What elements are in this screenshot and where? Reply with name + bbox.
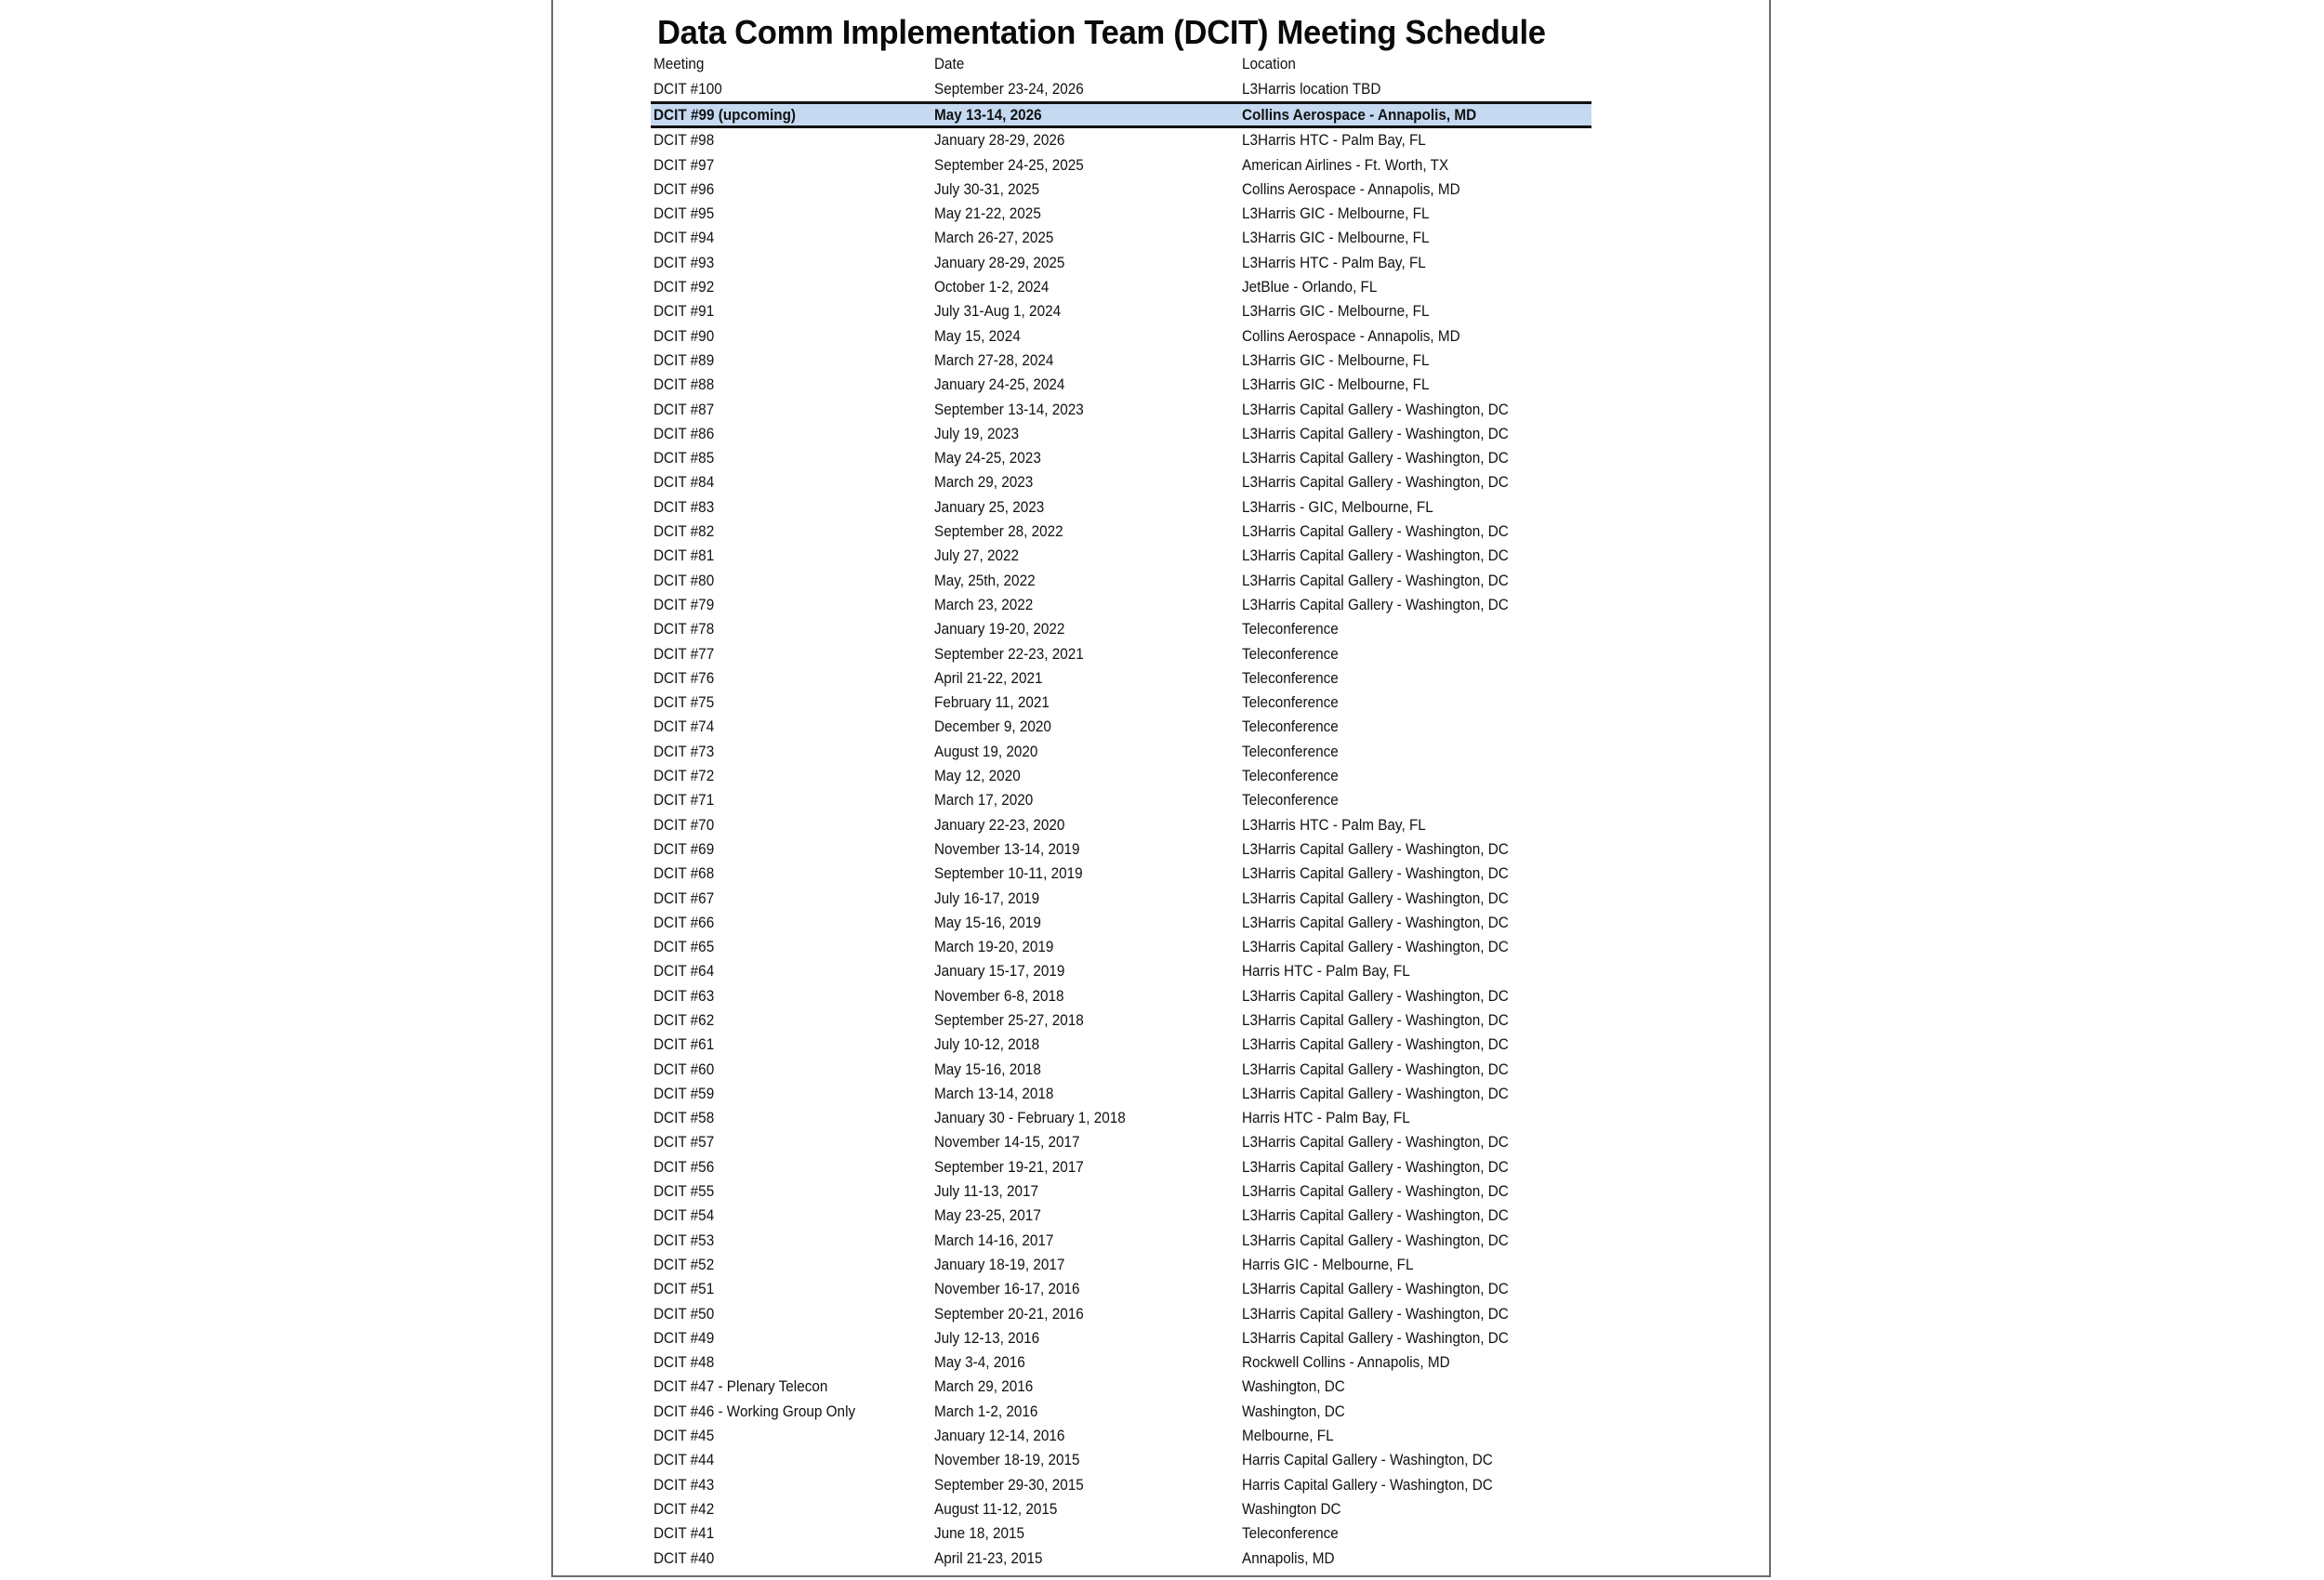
location-cell: Harris HTC - Palm Bay, FL <box>1242 1109 1410 1127</box>
meeting-cell: DCIT #64 <box>654 962 715 981</box>
location-cell: L3Harris Capital Gallery - Washington, DC <box>1242 595 1509 613</box>
meeting-cell: DCIT #53 <box>654 1231 715 1249</box>
meeting-cell: DCIT #56 <box>654 1157 715 1176</box>
table-row <box>651 349 1591 373</box>
table-row <box>651 275 1591 299</box>
location-cell: Teleconference <box>1242 742 1339 760</box>
location-cell: L3Harris Capital Gallery - Washington, DC <box>1242 522 1509 541</box>
date-cell: May 15, 2024 <box>934 326 1021 345</box>
date-cell: January 15-17, 2019 <box>934 962 1065 981</box>
date-cell: November 16-17, 2016 <box>934 1280 1080 1298</box>
meeting-cell: DCIT #73 <box>654 742 715 760</box>
meeting-cell: DCIT #99 (upcoming) <box>654 106 797 125</box>
table-row <box>651 226 1591 250</box>
meeting-cell: DCIT #43 <box>654 1475 715 1494</box>
date-cell: January 28-29, 2025 <box>934 253 1065 271</box>
location-cell: Teleconference <box>1242 791 1339 810</box>
table-row <box>651 691 1591 715</box>
date-cell: January 24-25, 2024 <box>934 375 1065 394</box>
location-cell: Collins Aerospace - Annapolis, MD <box>1242 326 1460 345</box>
date-cell: September 25-27, 2018 <box>934 1010 1084 1029</box>
date-cell: June 18, 2015 <box>934 1524 1024 1543</box>
location-cell: Collins Aerospace - Annapolis, MD <box>1242 179 1460 198</box>
table-row <box>651 1521 1591 1546</box>
location-cell: L3Harris Capital Gallery - Washington, DC <box>1242 1010 1509 1029</box>
location-cell: Harris GIC - Melbourne, FL <box>1242 1255 1414 1273</box>
date-cell: July 19, 2023 <box>934 424 1020 442</box>
table-row <box>651 299 1591 323</box>
location-cell: L3Harris GIC - Melbourne, FL <box>1242 229 1430 247</box>
date-cell: September 28, 2022 <box>934 522 1063 541</box>
location-cell: Teleconference <box>1242 620 1339 639</box>
column-header-location: Location <box>1242 55 1296 72</box>
date-cell: March 29, 2016 <box>934 1377 1034 1396</box>
date-cell: March 29, 2023 <box>934 473 1034 492</box>
date-cell: September 13-14, 2023 <box>934 400 1084 418</box>
location-cell: L3Harris - GIC, Melbourne, FL <box>1242 497 1433 516</box>
date-cell: November 18-19, 2015 <box>934 1451 1080 1469</box>
location-cell: Teleconference <box>1242 767 1339 785</box>
table-row <box>651 1033 1591 1057</box>
meeting-cell: DCIT #100 <box>654 80 722 98</box>
location-cell: Rockwell Collins - Annapolis, MD <box>1242 1353 1450 1372</box>
table-row <box>651 495 1591 520</box>
table-row <box>651 813 1591 837</box>
meeting-cell: DCIT #75 <box>654 693 715 712</box>
table-row <box>651 1326 1591 1350</box>
meeting-cell: DCIT #52 <box>654 1255 715 1273</box>
date-cell: July 30-31, 2025 <box>934 179 1040 198</box>
meeting-cell: DCIT #94 <box>654 229 715 247</box>
location-cell: L3Harris Capital Gallery - Washington, DC <box>1242 1280 1509 1298</box>
location-cell: L3Harris Capital Gallery - Washington, DC <box>1242 473 1509 492</box>
date-cell: May 3-4, 2016 <box>934 1353 1025 1372</box>
meeting-cell: DCIT #69 <box>654 839 715 858</box>
table-row <box>651 1497 1591 1521</box>
table-row <box>651 544 1591 568</box>
meeting-cell: DCIT #72 <box>654 767 715 785</box>
location-cell: Teleconference <box>1242 693 1339 712</box>
table-row <box>651 1229 1591 1253</box>
table-row <box>651 935 1591 959</box>
location-cell: L3Harris GIC - Melbourne, FL <box>1242 350 1430 369</box>
location-cell: L3Harris Capital Gallery - Washington, DC <box>1242 1328 1509 1347</box>
meeting-cell: DCIT #85 <box>654 449 715 467</box>
meeting-cell: DCIT #82 <box>654 522 715 541</box>
meeting-cell: DCIT #79 <box>654 595 715 613</box>
table-row <box>651 178 1591 202</box>
location-cell: Washington, DC <box>1242 1377 1345 1396</box>
location-cell: L3Harris Capital Gallery - Washington, DC <box>1242 1182 1509 1201</box>
location-cell: L3Harris Capital Gallery - Washington, DC <box>1242 938 1509 956</box>
date-cell: March 14-16, 2017 <box>934 1231 1054 1249</box>
date-cell: July 31-Aug 1, 2024 <box>934 302 1062 321</box>
location-cell: L3Harris Capital Gallery - Washington, DC <box>1242 913 1509 931</box>
table-row <box>651 593 1591 617</box>
table-row <box>651 1302 1591 1326</box>
table-row <box>651 1424 1591 1448</box>
date-cell: January 25, 2023 <box>934 497 1045 516</box>
date-cell: February 11, 2021 <box>934 693 1050 712</box>
date-cell: January 19-20, 2022 <box>934 620 1065 639</box>
table-row <box>651 887 1591 911</box>
meeting-cell: DCIT #57 <box>654 1133 715 1152</box>
date-cell: March 17, 2020 <box>934 791 1034 810</box>
meeting-cell: DCIT #98 <box>654 131 715 150</box>
location-cell: L3Harris HTC - Palm Bay, FL <box>1242 253 1426 271</box>
table-header-row <box>651 52 1591 77</box>
date-cell: September 29-30, 2015 <box>934 1475 1084 1494</box>
meeting-cell: DCIT #54 <box>654 1206 715 1225</box>
location-cell: Teleconference <box>1242 668 1339 687</box>
meeting-cell: DCIT #67 <box>654 889 715 907</box>
table-row <box>651 1473 1591 1497</box>
location-cell: L3Harris Capital Gallery - Washington, DC <box>1242 400 1509 418</box>
location-cell: JetBlue - Orlando, FL <box>1242 278 1378 296</box>
table-row <box>651 1448 1591 1472</box>
column-header-meeting: Meeting <box>654 55 705 72</box>
table-row <box>651 837 1591 862</box>
table-row <box>651 1350 1591 1375</box>
date-cell: May 21-22, 2025 <box>934 204 1041 223</box>
location-cell: Washington, DC <box>1242 1402 1345 1420</box>
location-cell: Harris Capital Gallery - Washington, DC <box>1242 1475 1493 1494</box>
table-row <box>651 422 1591 446</box>
table-row <box>651 569 1591 593</box>
meeting-cell: DCIT #90 <box>654 326 715 345</box>
table-row <box>651 788 1591 812</box>
meeting-cell: DCIT #60 <box>654 1060 715 1078</box>
table-body <box>651 77 1591 1571</box>
date-cell: May 15-16, 2018 <box>934 1060 1041 1078</box>
table-row <box>651 398 1591 422</box>
table-row <box>651 202 1591 226</box>
meeting-schedule-table <box>651 52 1591 1571</box>
meeting-cell: DCIT #83 <box>654 497 715 516</box>
location-cell: Washington DC <box>1242 1499 1341 1518</box>
table-row <box>651 666 1591 691</box>
meeting-cell: DCIT #47 - Plenary Telecon <box>654 1377 828 1396</box>
meeting-cell: DCIT #84 <box>654 473 715 492</box>
table-row <box>651 1082 1591 1106</box>
date-cell: November 6-8, 2018 <box>934 986 1064 1005</box>
table-row <box>651 764 1591 788</box>
meeting-cell: DCIT #48 <box>654 1353 715 1372</box>
location-cell: Melbourne, FL <box>1242 1427 1334 1445</box>
date-cell: May 15-16, 2019 <box>934 913 1041 931</box>
location-cell: L3Harris HTC - Palm Bay, FL <box>1242 815 1426 834</box>
date-cell: September 24-25, 2025 <box>934 155 1084 174</box>
table-row <box>651 77 1591 101</box>
date-cell: January 30 - February 1, 2018 <box>934 1109 1126 1127</box>
table-row-upcoming <box>651 101 1591 128</box>
location-cell: L3Harris Capital Gallery - Washington, DC <box>1242 1084 1509 1102</box>
date-cell: April 21-23, 2015 <box>934 1548 1043 1567</box>
location-cell: L3Harris Capital Gallery - Washington, DC <box>1242 449 1509 467</box>
table-row <box>651 128 1591 152</box>
date-cell: May 12, 2020 <box>934 767 1021 785</box>
date-cell: May, 25th, 2022 <box>934 571 1036 589</box>
meeting-cell: DCIT #41 <box>654 1524 715 1543</box>
table-row <box>651 715 1591 739</box>
meeting-cell: DCIT #86 <box>654 424 715 442</box>
meeting-cell: DCIT #71 <box>654 791 715 810</box>
location-cell: L3Harris Capital Gallery - Washington, DC <box>1242 1304 1509 1323</box>
date-cell: August 11-12, 2015 <box>934 1499 1058 1518</box>
meeting-cell: DCIT #96 <box>654 179 715 198</box>
date-cell: November 14-15, 2017 <box>934 1133 1080 1152</box>
meeting-cell: DCIT #40 <box>654 1548 715 1567</box>
date-cell: January 22-23, 2020 <box>934 815 1065 834</box>
table-row <box>651 1277 1591 1301</box>
date-cell: July 16-17, 2019 <box>934 889 1040 907</box>
date-cell: July 27, 2022 <box>934 546 1020 565</box>
date-cell: December 9, 2020 <box>934 718 1051 736</box>
location-cell: Collins Aerospace - Annapolis, MD <box>1242 106 1477 125</box>
meeting-cell: DCIT #42 <box>654 1499 715 1518</box>
table-row <box>651 1130 1591 1154</box>
location-cell: Teleconference <box>1242 644 1339 663</box>
date-cell: July 12-13, 2016 <box>934 1328 1040 1347</box>
meeting-cell: DCIT #78 <box>654 620 715 639</box>
date-cell: January 18-19, 2017 <box>934 1255 1065 1273</box>
meeting-cell: DCIT #45 <box>654 1427 715 1445</box>
date-cell: January 12-14, 2016 <box>934 1427 1065 1445</box>
table-row <box>651 1155 1591 1179</box>
location-cell: American Airlines - Ft. Worth, TX <box>1242 155 1449 174</box>
table-row <box>651 1204 1591 1228</box>
location-cell: L3Harris Capital Gallery - Washington, DC <box>1242 889 1509 907</box>
meeting-cell: DCIT #74 <box>654 718 715 736</box>
location-cell: L3Harris Capital Gallery - Washington, DC <box>1242 864 1509 883</box>
location-cell: L3Harris Capital Gallery - Washington, DC <box>1242 1035 1509 1054</box>
meeting-cell: DCIT #66 <box>654 913 715 931</box>
meeting-cell: DCIT #95 <box>654 204 715 223</box>
meeting-cell: DCIT #76 <box>654 668 715 687</box>
meeting-cell: DCIT #46 - Working Group Only <box>654 1402 856 1420</box>
meeting-cell: DCIT #87 <box>654 400 715 418</box>
location-cell: L3Harris Capital Gallery - Washington, DC <box>1242 839 1509 858</box>
location-cell: L3Harris Capital Gallery - Washington, DC <box>1242 424 1509 442</box>
table-row <box>651 251 1591 275</box>
table-row <box>651 373 1591 397</box>
location-cell: L3Harris GIC - Melbourne, FL <box>1242 204 1430 223</box>
meeting-cell: DCIT #50 <box>654 1304 715 1323</box>
meeting-cell: DCIT #89 <box>654 350 715 369</box>
location-cell: Teleconference <box>1242 718 1339 736</box>
date-cell: July 10-12, 2018 <box>934 1035 1040 1054</box>
table-row <box>651 1400 1591 1424</box>
date-cell: September 23-24, 2026 <box>934 80 1084 98</box>
meeting-cell: DCIT #58 <box>654 1109 715 1127</box>
meeting-cell: DCIT #62 <box>654 1010 715 1029</box>
location-cell: L3Harris Capital Gallery - Washington, DC <box>1242 1206 1509 1225</box>
table-row <box>651 617 1591 641</box>
meeting-cell: DCIT #68 <box>654 864 715 883</box>
location-cell: L3Harris GIC - Melbourne, FL <box>1242 302 1430 321</box>
location-cell: Teleconference <box>1242 1524 1339 1543</box>
meeting-cell: DCIT #81 <box>654 546 715 565</box>
table-row <box>651 1375 1591 1399</box>
date-cell: April 21-22, 2021 <box>934 668 1043 687</box>
date-cell: March 13-14, 2018 <box>934 1084 1054 1102</box>
document-title: Data Comm Implementation Team (DCIT) Meeting Schedule <box>657 13 1546 51</box>
date-cell: March 26-27, 2025 <box>934 229 1054 247</box>
date-cell: August 19, 2020 <box>934 742 1038 760</box>
location-cell: L3Harris Capital Gallery - Washington, DC <box>1242 1157 1509 1176</box>
table-row <box>651 1008 1591 1033</box>
date-cell: January 28-29, 2026 <box>934 131 1065 150</box>
meeting-cell: DCIT #93 <box>654 253 715 271</box>
column-header-date: Date <box>934 55 965 72</box>
meeting-cell: DCIT #55 <box>654 1182 715 1201</box>
table-row <box>651 1547 1591 1571</box>
table-row <box>651 446 1591 470</box>
table-row <box>651 911 1591 935</box>
table-row <box>651 1253 1591 1277</box>
date-cell: March 19-20, 2019 <box>934 938 1054 956</box>
date-cell: March 1-2, 2016 <box>934 1402 1038 1420</box>
location-cell: L3Harris Capital Gallery - Washington, DC <box>1242 1133 1509 1152</box>
table-row <box>651 984 1591 1008</box>
meeting-cell: DCIT #80 <box>654 571 715 589</box>
meeting-cell: DCIT #70 <box>654 815 715 834</box>
table-row <box>651 1179 1591 1204</box>
meeting-cell: DCIT #44 <box>654 1451 715 1469</box>
date-cell: May 24-25, 2023 <box>934 449 1041 467</box>
meeting-cell: DCIT #65 <box>654 938 715 956</box>
table-row <box>651 1058 1591 1082</box>
meeting-cell: DCIT #92 <box>654 278 715 296</box>
date-cell: October 1-2, 2024 <box>934 278 1050 296</box>
date-cell: July 11-13, 2017 <box>934 1182 1038 1201</box>
meeting-cell: DCIT #88 <box>654 375 715 394</box>
location-cell: Annapolis, MD <box>1242 1548 1335 1567</box>
location-cell: L3Harris Capital Gallery - Washington, DC <box>1242 986 1509 1005</box>
date-cell: September 20-21, 2016 <box>934 1304 1084 1323</box>
meeting-cell: DCIT #61 <box>654 1035 715 1054</box>
date-cell: May 13-14, 2026 <box>934 106 1042 125</box>
date-cell: November 13-14, 2019 <box>934 839 1080 858</box>
meeting-cell: DCIT #91 <box>654 302 715 321</box>
location-cell: L3Harris GIC - Melbourne, FL <box>1242 375 1430 394</box>
date-cell: May 23-25, 2017 <box>934 1206 1041 1225</box>
table-row <box>651 153 1591 178</box>
location-cell: L3Harris Capital Gallery - Washington, DC <box>1242 1060 1509 1078</box>
location-cell: L3Harris location TBD <box>1242 80 1381 98</box>
meeting-cell: DCIT #77 <box>654 644 715 663</box>
meeting-cell: DCIT #63 <box>654 986 715 1005</box>
meeting-cell: DCIT #97 <box>654 155 715 174</box>
date-cell: September 10-11, 2019 <box>934 864 1083 883</box>
meeting-cell: DCIT #51 <box>654 1280 715 1298</box>
location-cell: L3Harris Capital Gallery - Washington, DC <box>1242 1231 1509 1249</box>
date-cell: September 19-21, 2017 <box>934 1157 1084 1176</box>
meeting-cell: DCIT #49 <box>654 1328 715 1347</box>
location-cell: L3Harris HTC - Palm Bay, FL <box>1242 131 1426 150</box>
date-cell: March 23, 2022 <box>934 595 1034 613</box>
table-row <box>651 520 1591 544</box>
meeting-cell: DCIT #59 <box>654 1084 715 1102</box>
table-row <box>651 470 1591 494</box>
location-cell: L3Harris Capital Gallery - Washington, DC <box>1242 546 1509 565</box>
date-cell: March 27-28, 2024 <box>934 350 1054 369</box>
location-cell: Harris HTC - Palm Bay, FL <box>1242 962 1410 981</box>
table-row <box>651 959 1591 983</box>
location-cell: L3Harris Capital Gallery - Washington, DC <box>1242 571 1509 589</box>
date-cell: September 22-23, 2021 <box>934 644 1084 663</box>
table-row <box>651 1106 1591 1130</box>
table-row <box>651 740 1591 764</box>
table-row <box>651 324 1591 349</box>
table-row <box>651 642 1591 666</box>
location-cell: Harris Capital Gallery - Washington, DC <box>1242 1451 1493 1469</box>
table-row <box>651 862 1591 886</box>
